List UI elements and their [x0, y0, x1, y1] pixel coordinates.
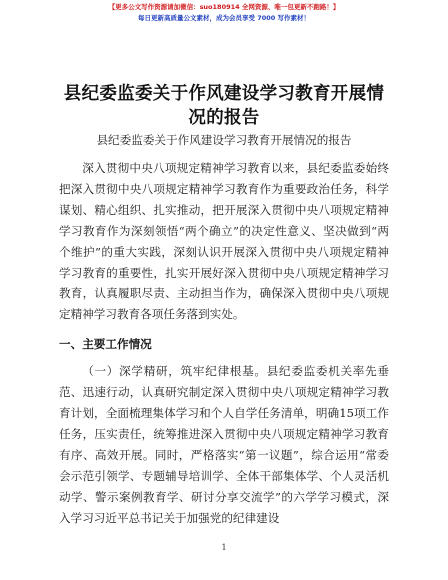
- intro-paragraph: 深入贯彻中央八项规定精神学习教育以来，县纪委监委始终把深入贯彻中央八项规定精神学习教育作为重要政治任务，科学谋划、精心组织、扎实推动，把开展深入贯彻中央八项规定精神学习教育作为深刻领悟“两个确立”的决定性意义、坚决做到“两个维护”的重大实践，深刻认识开展深入贯彻中央八项规定精神学习教育的重要性，扎实开展好深入贯彻中央八项规定精神学习教育，认真履职尽责、主动担当作为，确保深入贯彻中央八项规定精神学习教育各项任务落到实处。: [59, 161, 389, 322]
- section-heading: 一、主要工作情况: [59, 337, 152, 352]
- promo-banner: [0, 2, 448, 24]
- document-title: 县纪委监委关于作风建设学习教育开展情况的报告: [63, 84, 385, 128]
- document-body: [59, 158, 389, 528]
- promo-banner-line-2: 每日更新高质量公文素材，成为会员享受 7000 写作素材！: [137, 14, 311, 22]
- promo-banner-line-1: 【更多公文写作资源请加微信：suo180914 全网资源、唯一包更新不跑路！】: [108, 3, 340, 11]
- page-number: 1: [221, 543, 227, 552]
- document-subtitle: 县纪委监委关于作风建设学习教育开展情况的报告: [96, 133, 352, 147]
- section-paragraph: （一）深学精研，筑牢纪律根基。县纪委监委机关率先垂范、迅速行动，认真研究制定深入贯彻中央八项规定精神学习教育计划，全面梳理集体学习和个人自学任务清单，明确15项工作任务，压实责任，统筹推进深入贯彻中央八项规定精神学习教育有序、高效开展。同时，严格落实“第一议题”，综合运用“常委会示范引领学、专题辅导培训学、全体干部集体学、个人灵活机动学、警示案例教育学、研讨分享交流学”的六学学习模式，深入学习习近平总书记关于加强党的纪律建设: [59, 364, 389, 525]
